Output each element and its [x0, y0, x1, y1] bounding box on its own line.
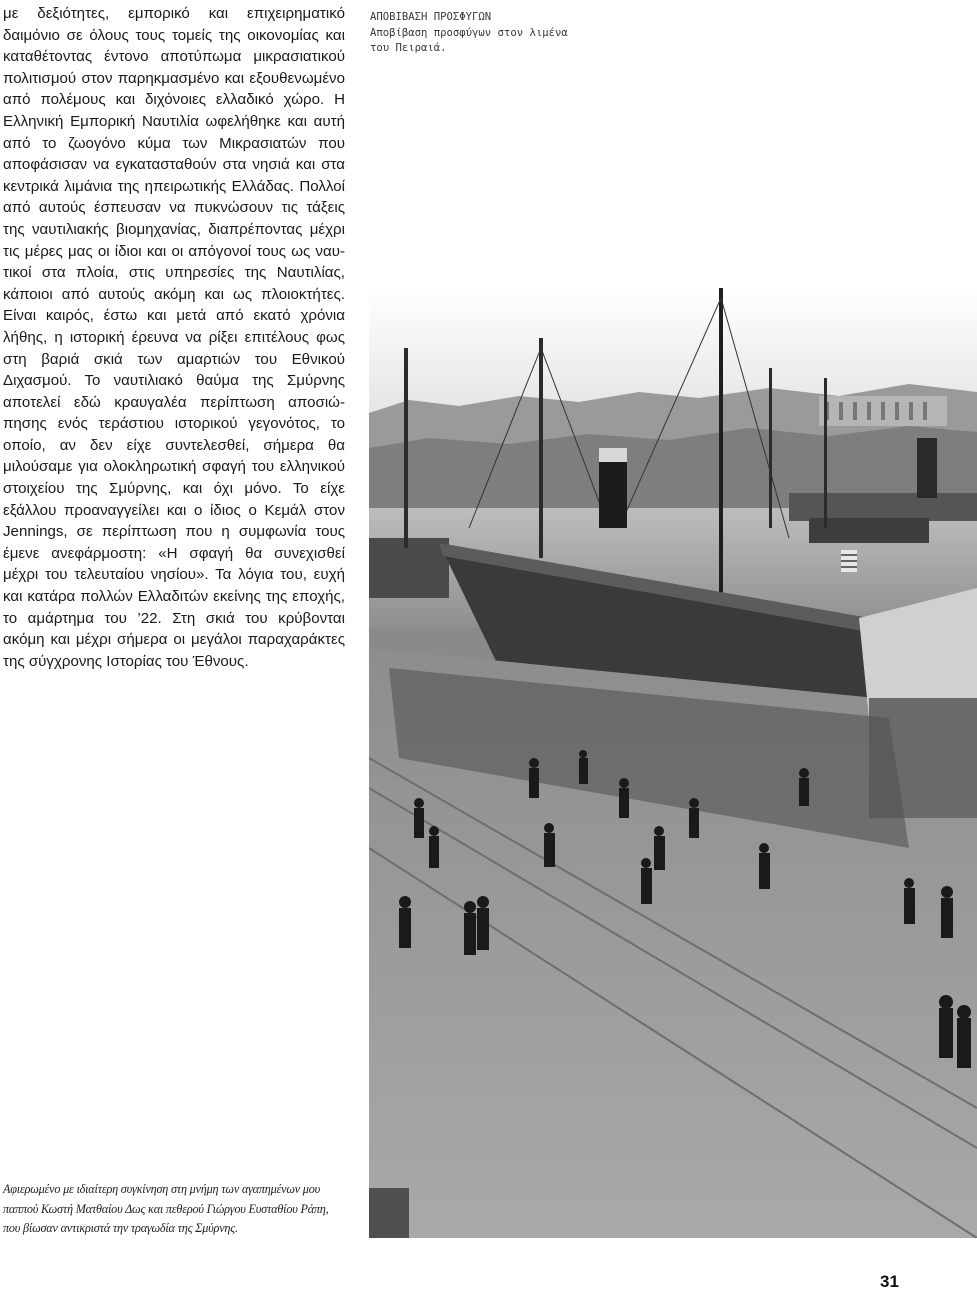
photo-caption — [370, 10, 610, 57]
dedication-note: Αφιερωμένο με ιδιαίτερη συγκίνηση στη μνήμη των αγαπημένων μου παππού Κωστή Ματθαίου Δως και πεθερού Γιώργου Ευσταθίου Ράπη, που βίωσαν αντικριστά την τραγωδία της Σμύρνης. — [3, 1182, 329, 1235]
harbor-refugee-disembarkation-photo — [369, 288, 977, 1238]
page-number: 31 — [880, 1272, 899, 1291]
caption-title: ΑΠΟΒΙΒΑΣΗ ΠΡΟΣΦΥΓΩΝ — [370, 11, 492, 23]
caption-line-1: Αποβίβαση προσφύγων στον λιμένα — [370, 26, 568, 39]
article-body-text: με δεξιότητες, εμπορικό και επιχειρηματικό δαιμόνιο σε όλους τους τομείς της οικονομίας και καταθέτοντας έντονο αποτύπωμα μικρασιατικού πολιτισμού στον παρηκμασμένο και εξουθενωμένο από πολέμους και διχόνοιες ελλαδικό χώρο. Η Ελληνική Εμπορική Ναυτιλία ωφελήθηκε και αυτή από το ζωογόνο κύμα των Μικρασιατών που αποφάσισαν να εγκατασταθούν στα νησιά και στα κεντρικά λιμάνια της ηπειρωτικής Ελλάδας. Πολλοί από αυτούς έσπευσαν να πυκνώσουν τις τάξεις της ναυτιλιακής βιομηχανίας, διαπρέποντας μέχρι τις μέρες μας οι ίδιοι και οι απόγονοί τους ως ναυτικοί στα πλοία, στις υπηρεσίες της Ναυτιλίας, κάποιοι από αυτούς ακόμη και ως πλοιοκτήτες. Είναι καιρός, έστω και μετά από εκατό χρόνια λήθης, η ιστορική έρευνα να ρίξει επιτέλους φως στη βαριά σκιά των αμαρτιών του Εθνικού Διχασμού. Το ναυτιλιακό θαύμα της Σμύρνης αποτελεί εδώ κραυγαλέα περίπτωση αποσιώπησης ενός τεράστιου ιστορικού γεγονότος, το οποίο, αν δεν είχε συντελεσθεί, σήμερα θα μιλούσαμε για ολοκληρωτική σφαγή του ελληνικού στοιχείου της Σμύρνης, και όχι μόνο. Το είχε εξάλλου προαναγγείλει και ο ίδιος ο Κεμάλ στον Jennings, σε περίπτωση που η συμφωνία τους έμενε ανεφάρμοστη: «Η σφαγή θα συνεχισθεί μέχρι του τελευταίου νησίου». Τα λόγια του, ευχή και κατάρα πολλών Ελλαδιτών εκείνης της εποχής, το αμάρτημα του ’22. Στη σκιά του κρύβονται ακόμη και μέχρι σήμερα οι μεγάλοι παραχαράκτες της σύγχρονης Ιστορίας του Έθνους. — [3, 5, 345, 670]
caption-line-2: του Πειραιά. — [370, 42, 447, 54]
